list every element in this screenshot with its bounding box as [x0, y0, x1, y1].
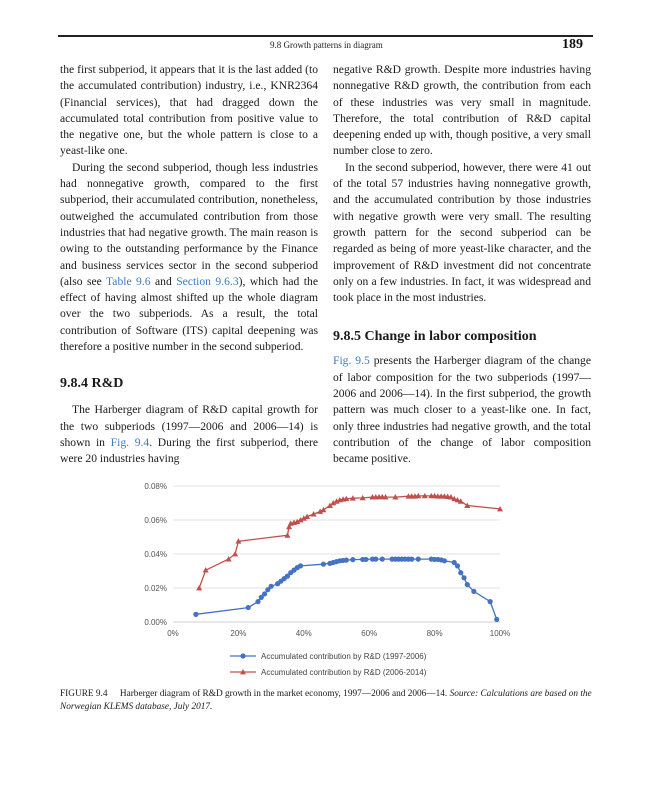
figure-label: FIGURE 9.4 [60, 689, 108, 699]
x-tick-label: 20% [230, 629, 247, 638]
section-9-6-3-link[interactable]: Section 9.6.3 [176, 274, 239, 288]
data-point [255, 599, 260, 604]
paragraph: negative R&D growth. Despite more industries having nonnegative R&D growth, the contribution from each of these industries was very small in magnitude. Therefore, the total contribution of R&D capital deepening ended up with, though positive, a very small number close to zero. [333, 63, 591, 158]
fig-9-4-link[interactable]: Fig. 9.4 [110, 435, 150, 449]
series-line-1 [196, 559, 497, 619]
table-9-6-link[interactable]: Table 9.6 [106, 274, 151, 288]
chart-svg [120, 474, 540, 684]
data-point [465, 582, 470, 587]
data-point [269, 584, 274, 589]
y-tick-label: 0.02% [144, 584, 167, 593]
data-point [298, 563, 303, 568]
series-line-2 [199, 496, 500, 588]
legend-marker [240, 653, 245, 658]
paragraph: the first subperiod, it appears that it is the last added (to the accumulated contribution) industry, i.e., KNR2364 (Financial services), that had dragged down the accumulated total contribution from positive value to the negative one, but the whole pattern is close to a yeast-like one. [60, 63, 318, 158]
data-point [471, 589, 476, 594]
data-point [455, 563, 460, 568]
y-tick-label: 0.00% [144, 618, 167, 627]
paragraph [60, 402, 318, 467]
data-point [246, 605, 251, 610]
data-point [321, 562, 326, 567]
data-point [350, 557, 355, 562]
paragraph-text: The Harberger diagram of R&D capital growth for the two subperiods (1997—2006 and 2006—14) is shown in [60, 403, 318, 449]
caption-text: Harberger diagram of R&D growth in the market economy, 1997—2006 and 2006—14. [119, 689, 448, 699]
data-point [262, 591, 267, 596]
x-tick-label: 0% [167, 629, 179, 638]
right-column [333, 62, 591, 468]
harberger-chart [120, 474, 540, 684]
data-point [416, 557, 421, 562]
data-point [193, 612, 198, 617]
fig-9-5-link[interactable]: Fig. 9.5 [333, 354, 370, 368]
header-rule [58, 35, 593, 37]
section-heading-rd: 9.8.4 R&D [60, 376, 124, 392]
y-tick-label: 0.08% [144, 482, 167, 491]
data-point [380, 557, 385, 562]
running-head: 9.8 Growth patterns in diagram [270, 40, 383, 50]
x-tick-label: 40% [295, 629, 312, 638]
data-point [461, 575, 466, 580]
paragraph-text: . During the first subperiod, there were 20 industries having [60, 435, 319, 466]
y-tick-label: 0.06% [144, 516, 167, 525]
figure-caption [60, 688, 592, 713]
data-point [344, 558, 349, 563]
page-number: 189 [562, 37, 583, 52]
left-column [60, 62, 318, 468]
paragraph: In the second subperiod, however, there were 41 out of the total 57 industries having nonnegative growth, and the accumulated contribution by those industries with negative growth were very small. The resulting growth pattern for the second subperiod can be regarded as being of more yeast-like character, and the improvement of R&D investment did not concentrate only on a few industries. In fact, it was widespread and took place in the most industries. [333, 160, 591, 305]
data-point [409, 557, 414, 562]
data-point [458, 570, 463, 575]
data-point [488, 599, 493, 604]
paragraph-text: presents the Harberger diagram of the change of labor composition for the two subperiods (1997—2006 and 2006—14). In the first subperiod, the growth pattern was much closer to a yeast-like one. In fact, only three industries had negative growth, and the total contribution of the change of labor composition became positive. [333, 354, 591, 466]
data-point [320, 507, 326, 512]
data-point [442, 558, 447, 563]
paragraph [333, 353, 591, 467]
data-point [373, 557, 378, 562]
y-tick-label: 0.04% [144, 550, 167, 559]
x-tick-label: 60% [361, 629, 378, 638]
legend-label: Accumulated contribution by R&D (2006-2014) [261, 668, 427, 677]
paragraph [60, 160, 318, 356]
x-tick-label: 100% [489, 629, 511, 638]
paragraph-text: and [150, 274, 177, 288]
data-point [363, 557, 368, 562]
legend-label: Accumulated contribution by R&D (1997-2006) [261, 652, 427, 661]
x-tick-label: 80% [426, 629, 443, 638]
paragraph-text: ), which had the effect of having almost shifted up the whole diagram over the two subperiods. As a result, the total contribution of Software (ITS) capital deepening was therefore a positive number in the second subperiod. [60, 274, 318, 354]
data-point [494, 617, 499, 622]
paragraph-text: During the second subperiod, though less industries had nonnegative growth, compared to the first subperiod, their accumulated contribution, nonetheless, outweighed the accumulated contribution from those industries that had negative growth. The main reason is owing to the outstanding performance by the Finance and business services sector in the second subperiod (also see [60, 160, 318, 288]
caption-source: Source: Calculations are based on the Norwegian KLEMS database, July 2017. [60, 689, 592, 712]
section-heading-labor: 9.8.5 Change in labor composition [333, 329, 537, 345]
